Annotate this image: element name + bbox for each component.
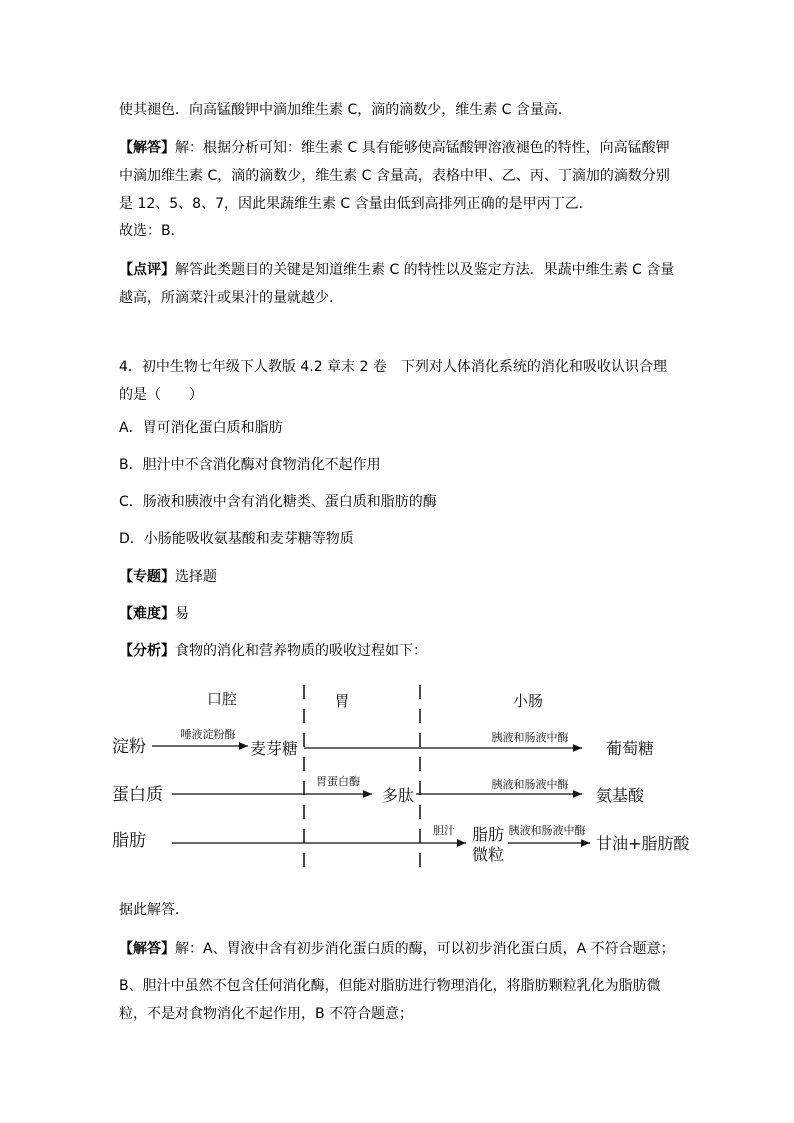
comment-paragraph <box>119 256 679 312</box>
answer2-a-text: 解：A、胃液中含有初步消化蛋白质的酶，可以初步消化蛋白质，A 不符合题意； <box>175 941 675 957</box>
amino-acid-label: 氨基酸 <box>596 786 645 805</box>
region-stomach: 胃 <box>334 692 350 710</box>
answer-paragraph <box>119 134 679 218</box>
region-mouth: 口腔 <box>206 690 238 708</box>
difficulty-tag: 【难度】 <box>119 606 175 622</box>
difficulty-line <box>119 600 679 628</box>
fat-particle-label-1: 脂肪 <box>472 825 505 844</box>
difficulty-value: 易 <box>175 606 189 622</box>
topic-line <box>119 563 679 591</box>
question-stem: 4．初中生物七年级下人教版 4.2 章末 2 卷 下列对人体消化系统的消化和吸收认识合理的是（ ） <box>119 359 667 403</box>
peptide-label: 多肽 <box>382 786 415 805</box>
starch-label: 淀粉 <box>112 737 146 757</box>
analysis-line <box>119 637 679 665</box>
option-d: D．小肠能吸收氨基酸和麦芽糖等物质 <box>119 531 354 547</box>
bile-label: 胆汁 <box>433 824 455 837</box>
option-a: A．胃可消化蛋白质和脂肪 <box>119 420 283 436</box>
row2-enzyme-label: 胰液和肠液中酶 <box>491 778 569 791</box>
option-b: B．胆汁中不含消化酶对食物消化不起作用 <box>119 457 381 473</box>
intro-line: 据此解答． <box>119 902 189 918</box>
answer2-a <box>119 935 679 963</box>
salivary-amylase-label: 唾液淀粉酶 <box>180 728 236 741</box>
answer2-b: B、胆汁中虽然不包含任何消化酶，但能对脂肪进行物理消化，将脂肪颗粒乳化为脂肪微粒，不是对食物消化不起作用，B 不符合题意； <box>119 978 661 1022</box>
digestion-diagram <box>110 680 700 880</box>
analysis-text: 食物的消化和营养物质的吸收过程如下： <box>175 643 427 659</box>
glycerol-fatty-acid-label: 甘油+脂肪酸 <box>596 834 690 853</box>
fat-label: 脂肪 <box>112 831 146 851</box>
topic-value: 选择题 <box>175 569 217 585</box>
comment-text: 解答此类题目的关键是知道维生素 C 的特性以及鉴定方法．果蔬中维生素 C 含量越高，所滴菜汁或果汁的量就越少． <box>119 262 675 306</box>
option-c: C．肠液和胰液中含有消化糖类、蛋白质和脂肪的酶 <box>119 494 437 510</box>
answer2-tag: 【解答】 <box>119 941 175 957</box>
topic-tag: 【专题】 <box>119 569 175 585</box>
protein-label: 蛋白质 <box>112 785 163 805</box>
glucose-label: 葡萄糖 <box>606 739 655 758</box>
paragraph-continuation: 使其褪色．向高锰酸钾中滴加维生素 C，滴的滴数少，维生素 C 含量高． <box>119 102 572 118</box>
choice-result: 故选：B． <box>119 223 185 239</box>
pepsin-label: 胃蛋白酶 <box>316 775 360 788</box>
analysis-tag: 【分析】 <box>119 643 175 659</box>
region-small-intestine: 小肠 <box>512 692 544 710</box>
maltose-label: 麦芽糖 <box>250 739 299 758</box>
fat-particle-label-2: 微粒 <box>472 845 505 864</box>
answer-tag: 【解答】 <box>119 140 175 156</box>
comment-tag: 【点评】 <box>119 262 175 278</box>
answer-text: 解：根据分析可知：维生素 C 具有能够使高锰酸钾溶液褪色的特性，向高锰酸钾中滴加维生素 C，滴的滴数少，维生素 C 含量高，表格中甲、乙、丙、丁滴加的滴数分别是 12、5、8、7，因此果蔬维生素 C 含量由低到高排列正确的是甲丙丁乙． <box>119 140 670 212</box>
row1-enzyme-label: 胰液和肠液中酶 <box>491 731 569 744</box>
row3-enzyme-label: 胰液和肠液中酶 <box>508 824 586 837</box>
